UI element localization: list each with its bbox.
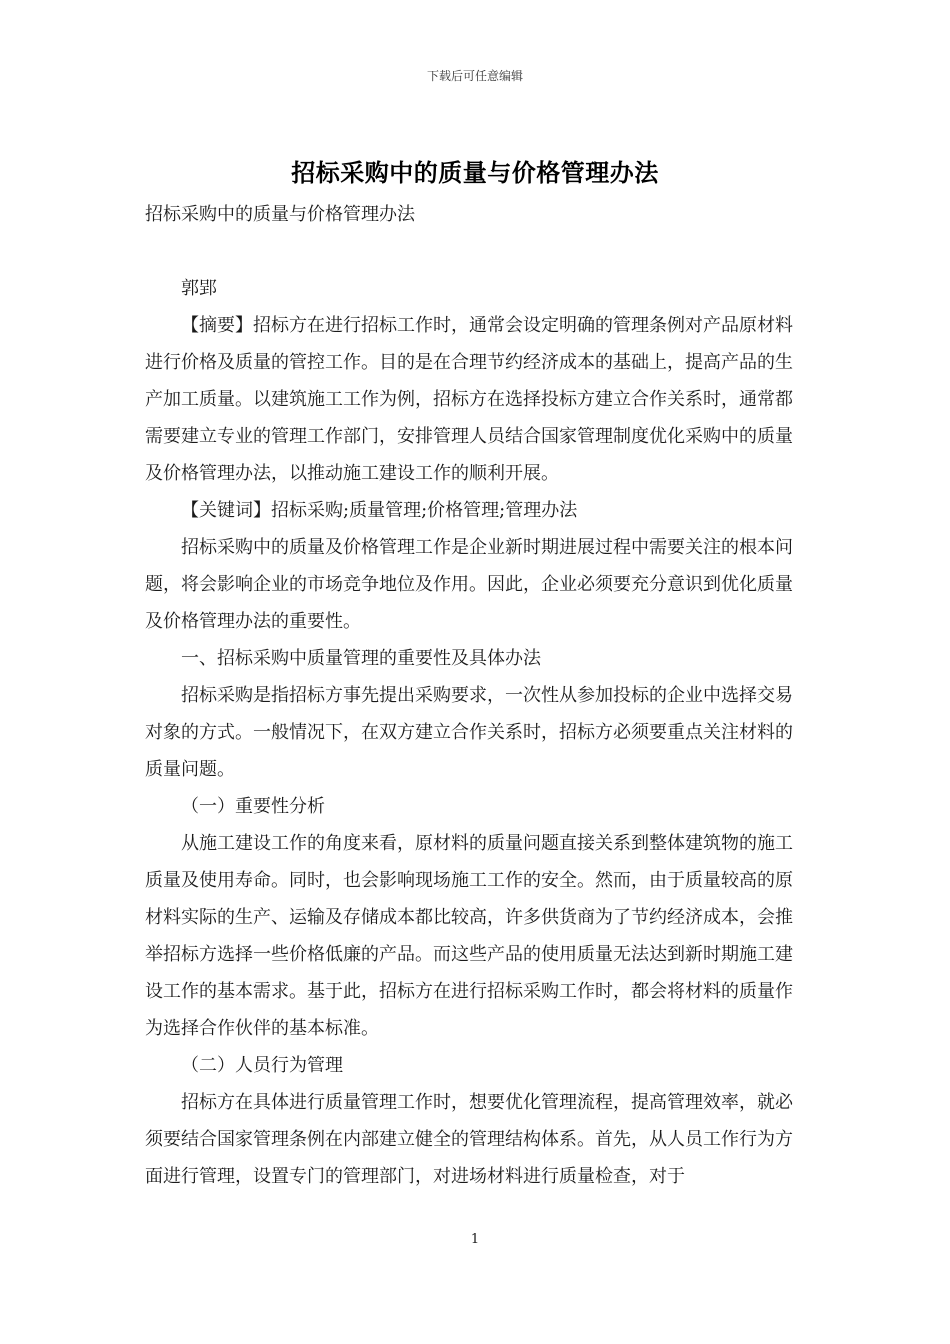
- abstract-label: 【摘要】: [181, 315, 253, 336]
- subsection-1-heading: （一）重要性分析: [181, 796, 325, 817]
- document-title: 招标采购中的质量与价格管理办法: [291, 158, 659, 187]
- section-1-paragraph: 招标采购是指招标方事先提出采购要求，一次性从参加投标的企业中选择交易对象的方式。一般情况下，在双方建立合作关系时，招标方必须要重点关注材料的质量问题。: [145, 685, 793, 780]
- keywords-label: 【关键词】: [181, 500, 271, 521]
- subtitle: 招标采购中的质量与价格管理办法: [145, 204, 415, 225]
- author-name: 郭郢: [181, 278, 217, 299]
- blank-line: [145, 233, 807, 270]
- document-body: [145, 196, 807, 1195]
- header-note: 下载后可任意编辑: [426, 69, 523, 83]
- subsection-2-heading: （二）人员行为管理: [181, 1055, 343, 1076]
- subsection-2-paragraph: 招标方在具体进行质量管理工作时，想要优化管理流程，提高管理效率，就必须要结合国家管理条例在内部建立健全的管理结构体系。首先，从人员工作行为方面进行管理，设置专门的管理部门，对进场材料进行质量检查，对于: [145, 1092, 793, 1187]
- subsection-1-paragraph: 从施工建设工作的角度来看，原材料的质量问题直接关系到整体建筑物的施工质量及使用寿命。同时，也会影响现场施工工作的安全。然而，由于质量较高的原材料实际的生产、运输及存储成本都比较高，许多供货商为了节约经济成本，会推举招标方选择一些价格低廉的产品。而这些产品的使用质量无法达到新时期施工建设工作的基本需求。基于此，招标方在进行招标采购工作时，都会将材料的质量作为选择合作伙伴的基本标准。: [145, 833, 793, 1039]
- abstract-text: 招标方在进行招标工作时，通常会设定明确的管理条例对产品原材料进行价格及质量的管控工作。目的是在合理节约经济成本的基础上，提高产品的生产加工质量。以建筑施工工作为例，招标方在选择投标方建立合作关系时，通常都需要建立专业的管理工作部门，安排管理人员结合国家管理制度优化采购中的质量及价格管理办法，以推动施工建设工作的顺利开展。: [145, 315, 793, 484]
- section-1-heading: 一、招标采购中质量管理的重要性及具体办法: [181, 648, 541, 669]
- abstract-paragraph: [145, 307, 807, 492]
- keywords-text: 招标采购;质量管理;价格管理;管理办法: [271, 500, 578, 521]
- page-number: 1: [470, 1232, 480, 1247]
- keywords-paragraph: [145, 492, 807, 529]
- intro-paragraph: 招标采购中的质量及价格管理工作是企业新时期进展过程中需要关注的根本问题，将会影响企业的市场竞争地位及作用。因此，企业必须要充分意识到优化质量及价格管理办法的重要性。: [145, 537, 793, 632]
